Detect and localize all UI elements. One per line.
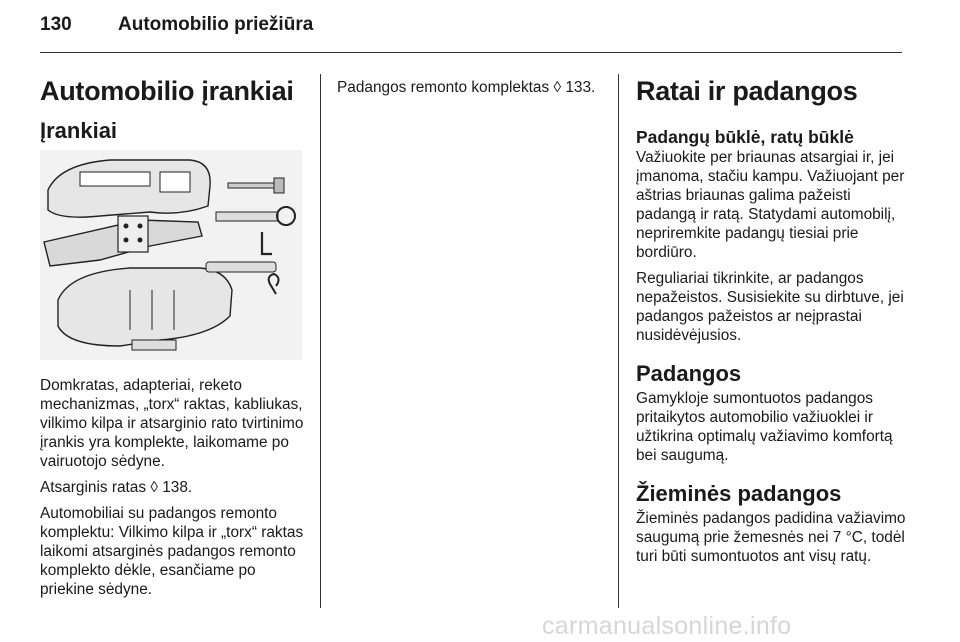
subheading-tyre-condition: Padangų būklė, ratų būklė (636, 127, 854, 147)
column-1-text (40, 376, 312, 606)
car-tools-illustration (40, 150, 302, 360)
column-divider-1 (320, 74, 321, 608)
heading-tyres: Padangos (636, 361, 742, 386)
tyre-inspection-text: Reguliariai tikrinkite, ar padangos nepažeistos. Susisiekite su dirbtuve, jei padangos pažeistos ar neįprastai nusidėvėjusios. (636, 270, 904, 344)
column-divider-2 (618, 74, 619, 608)
heading-winter-tyres: Žieminės padangos (636, 481, 842, 506)
column-2 (337, 78, 607, 104)
tyres-text: Gamykloje sumontuotos padangos pritaikytos automobilio važiuoklei ir užtikrina optimalų važiavimo komfortą bei saugumą. (636, 390, 893, 464)
tools-description: Domkratas, adapteriai, reketo mechanizmas, „torx“ raktas, kabliukas, vilkimo kilpa ir atsarginio rato tvirtinimo įrankis yra komplekte, laikomame po vairuotojo sėdyne. (40, 377, 304, 470)
winter-tyres-text: Žieminės padangos padidina važiavimo saugumą prie žemesnės nei 7 °C, todėl turi būti sumontuotos ant visų ratų. (636, 510, 906, 565)
header-rule (40, 52, 902, 53)
column-3 (636, 76, 906, 573)
repair-kit-ref: Padangos remonto komplektas ◊ 133. (337, 79, 596, 96)
section-title: Automobilio priežiūra (118, 14, 314, 35)
heading-vehicle-tools: Automobilio įrankiai (40, 76, 294, 106)
repair-kit-note: Automobiliai su padangos remonto komplektu: Vilkimo kilpa ir „torx“ raktas laikomi atsarginės padangos remonto komplekto dėkle, esančiame po priekine sėdyne. (40, 505, 304, 598)
spare-wheel-ref: Atsarginis ratas ◊ 138. (40, 479, 193, 496)
subheading-tools: Įrankiai (40, 118, 118, 143)
column-1 (40, 76, 308, 144)
page-number: 130 (40, 14, 72, 35)
heading-wheels-tyres: Ratai ir padangos (636, 76, 858, 106)
watermark: carmanualsonline.info (542, 612, 792, 640)
tyre-condition-text: Važiuokite per briaunas atsargiai ir, jei įmanoma, stačiu kampu. Važiuojant per aštrias briaunas galima pažeisti padangą ir ratą. Statydami automobilį, nepriremkite padangų tiesiai prie bordiūro. (636, 149, 905, 261)
